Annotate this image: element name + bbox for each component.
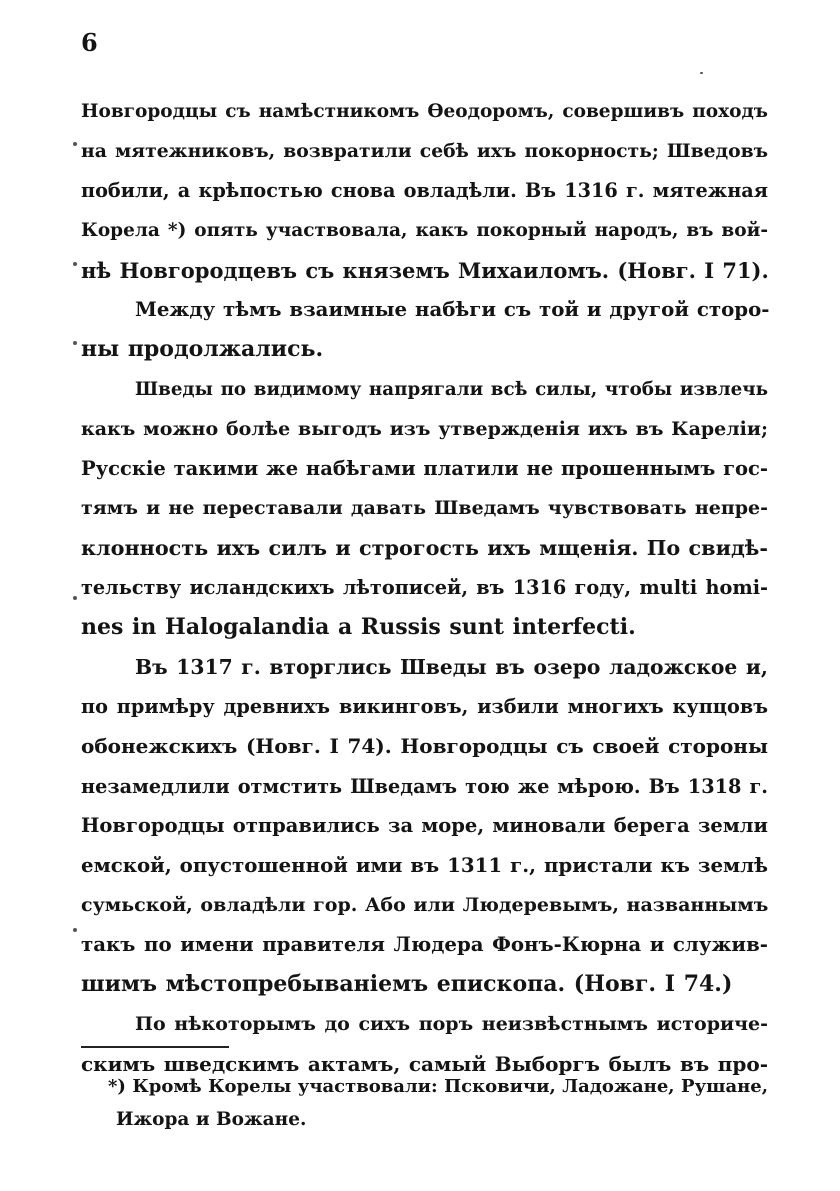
text-line: Новгородцы съ намѣстникомъ Ѳеодоромъ, совершивъ походъ [81, 101, 768, 122]
text-line: Новгородцы отправились за море, миновали берега земли [81, 814, 768, 838]
text-line: Русскіе такими же набѣгами платили не прошеннымъ гос- [81, 457, 768, 481]
footnote [108, 1070, 768, 1136]
text-line: Въ 1317 г. вторглись Шведы въ озеро ладожское и, [135, 654, 768, 679]
text-line: на мятежниковъ, возвратили себѣ ихъ покорность; Шведовъ [81, 139, 768, 162]
scan-speck [700, 72, 703, 74]
text-line: тельству исландскихъ лѣтописей, въ 1316 году, multi homi- [81, 576, 768, 600]
page-number: 6 [81, 28, 98, 57]
text-line: побили, а крѣпостью снова овладѣли. Въ 1316 г. мятежная [81, 179, 768, 203]
text-line: тямъ и не переставали давать Шведамъ чувствовать непре- [81, 496, 768, 519]
text-line: по примѣру древнихъ викинговъ, избили многихъ купцовъ [81, 695, 768, 719]
scan-speck [73, 928, 77, 932]
text-line: обонежскихъ (Новг. I 74). Новгородцы съ своей стороны [81, 734, 768, 758]
footnote-divider [81, 1046, 229, 1048]
main-text [81, 92, 768, 1084]
footnote-line: Ижора и Вожане. [116, 1109, 307, 1130]
text-line: По нѣкоторымъ до сихъ поръ неизвѣстнымъ историче- [135, 1012, 768, 1035]
text-line: скимъ шведскимъ актамъ, самый Выборгъ былъ въ про- [81, 1051, 768, 1076]
text-line: nes in Halogalandia a Russis sunt interfecti. [81, 613, 636, 640]
text-line: ны продолжались. [81, 336, 324, 363]
text-line: Шведы по видимому напрягали всѣ силы, чтобы извлечь [135, 378, 768, 400]
scan-speck [73, 262, 77, 266]
text-line: незамедлили отмстить Шведамъ тою же мѣрою. Въ 1318 г. [81, 774, 768, 798]
text-line: сумьской, овладѣли гор. Або или Людеревымъ, названнымъ [81, 893, 769, 916]
text-line: шимъ мѣстопребываніемъ епископа. (Новг. I 74.) [81, 971, 733, 998]
text-line: нѣ Новгородцевъ съ княземъ Михаиломъ. (Новг. I 71). [81, 257, 769, 283]
text-line: Корела *) опять участвовала, какъ покорный народъ, въ вой- [81, 220, 768, 242]
footnote-line: *) Кромѣ Корелы участвовали: Псковичи, Ладожане, Рушане, [108, 1076, 768, 1097]
text-line: какъ можно болѣе выгодъ изъ утвержденія ихъ въ Кареліи; [81, 417, 768, 440]
text-line: клонность ихъ силъ и строгость ихъ мщенія. По свидѣ- [81, 535, 768, 560]
text-line: Между тѣмъ взаимные набѣги съ той и другой сторо- [135, 297, 770, 322]
text-line: такъ по имени правителя Людера Фонъ-Кюрна и служив- [81, 932, 768, 957]
text-line: емской, опустошенной ими въ 1311 г., пристали къ землѣ [81, 853, 768, 878]
scan-speck [73, 341, 77, 345]
scan-speck [73, 142, 77, 146]
scan-speck [73, 596, 77, 600]
